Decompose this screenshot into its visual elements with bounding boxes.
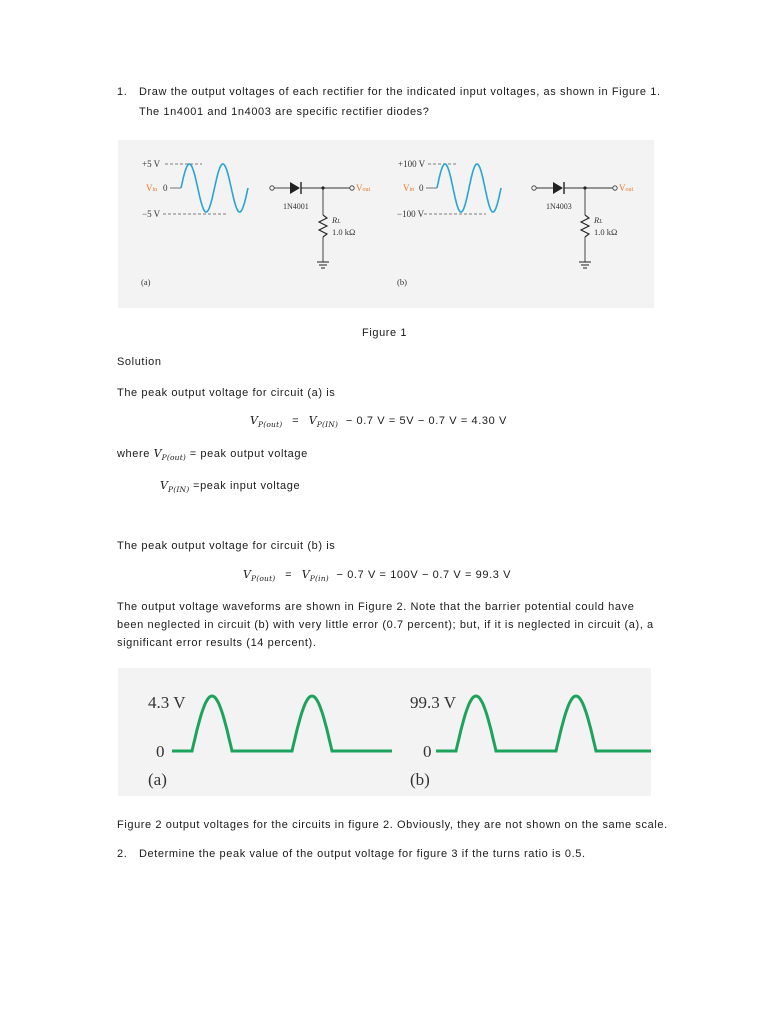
- figure-2-caption: Figure 2 output voltages for the circuits in figure 2. Obviously, they are not shown on the same scale.: [117, 819, 668, 831]
- question-2-number: 2.: [117, 848, 128, 860]
- circuit-a: [141, 159, 371, 287]
- circuit-a-diode-label: 1N4001: [283, 202, 309, 211]
- figure-2-a-tag: (a): [148, 770, 167, 789]
- circuit-a-resistor: [319, 215, 327, 237]
- question-1-line-2: The 1n4001 and 1n4003 are specific rectifier diodes?: [139, 106, 430, 118]
- circuit-b-diode-label: 1N4003: [546, 202, 572, 211]
- circuit-a-input-sine: [181, 164, 248, 212]
- where-line: where $V_{P(out)}$ = peak output voltage: [117, 447, 308, 463]
- figure-2-a-zero-label: 0: [156, 742, 165, 761]
- equation-b: $V_{P(out)} = V_{P(in)} - 0.7$ V = 100V − 0.7 V = 99.3 V: [243, 568, 512, 584]
- question-1-number: 1.: [117, 86, 128, 98]
- figure-2-b-half-wave: [436, 696, 651, 751]
- paragraph-line-2: been neglected in circuit (b) with very little error (0.7 percent); but, if it is neglected in circuit (a), a: [117, 619, 654, 631]
- circuit-b-zero-label: 0: [419, 183, 424, 193]
- figure-2: [118, 668, 651, 796]
- circuit-b-rl-value: 1.0 kΩ: [594, 227, 618, 237]
- circuit-a-rl-label: RL: [332, 215, 341, 225]
- circuit-a-input-terminal: [270, 186, 274, 190]
- circuit-a-tag: (a): [141, 277, 151, 287]
- circuit-a-rl-value: 1.0 kΩ: [332, 227, 356, 237]
- circuit-b-resistor: [581, 215, 589, 237]
- figure-2-b-peak-label: 99.3 V: [410, 693, 456, 712]
- circuit-b-tag: (b): [397, 277, 407, 287]
- circuit-b-vin-label: Vin: [403, 183, 415, 193]
- equation-a: $V_{P(out)} = V_{P(IN)} - 0.7$ V = 5V − 0.7 V = 4.30 V: [250, 414, 507, 430]
- circuit-b-plus-label: +100 V: [398, 159, 426, 169]
- circuit-b-diode: [553, 182, 563, 194]
- circuit-a-zero-label: 0: [163, 183, 168, 193]
- question-1-line-1: Draw the output voltages of each rectifier for the indicated input voltages, as shown in Figure 1.: [139, 86, 661, 98]
- circuit-a-minus-label: −5 V: [142, 209, 161, 219]
- figure-2-b-tag: (b): [410, 770, 430, 789]
- circuit-a-plus-label: +5 V: [142, 159, 161, 169]
- question-2-text: Determine the peak value of the output voltage for figure 3 if the turns ratio is 0.5.: [139, 848, 586, 860]
- circuit-b: [397, 159, 634, 287]
- circuit-b-input-sine: [437, 164, 501, 212]
- circuit-b-vout-label: Vout: [619, 183, 634, 193]
- circuit-b-rl-label: RL: [594, 215, 603, 225]
- figure-1-caption: Figure 1: [362, 327, 408, 339]
- circuit-a-diode: [290, 182, 300, 194]
- circuit-b-output-terminal: [613, 186, 617, 190]
- solution-heading: Solution: [117, 356, 162, 368]
- figure-2-a-peak-label: 4.3 V: [148, 693, 186, 712]
- figure-2-b-zero-label: 0: [423, 742, 432, 761]
- circuit-a-vin-label: Vin: [146, 183, 158, 193]
- solution-intro-b: The peak output voltage for circuit (b) is: [117, 540, 336, 552]
- figure-1: [118, 140, 654, 308]
- circuit-a-output-terminal: [350, 186, 354, 190]
- paragraph-line-1: The output voltage waveforms are shown in Figure 2. Note that the barrier potential could have: [117, 601, 635, 613]
- figure-1-circuits: [118, 140, 654, 308]
- circuit-a-vout-label: Vout: [356, 183, 371, 193]
- figure-2-a-half-wave: [172, 696, 392, 751]
- paragraph-line-3: significant error results (14 percent).: [117, 637, 317, 649]
- figure-2-waveforms: [118, 668, 651, 796]
- circuit-b-minus-label: −100 V: [397, 209, 425, 219]
- solution-intro-a: The peak output voltage for circuit (a) is: [117, 387, 336, 399]
- vin-definition: $V_{P(IN)}$ =peak input voltage: [160, 479, 301, 495]
- circuit-b-input-terminal: [532, 186, 536, 190]
